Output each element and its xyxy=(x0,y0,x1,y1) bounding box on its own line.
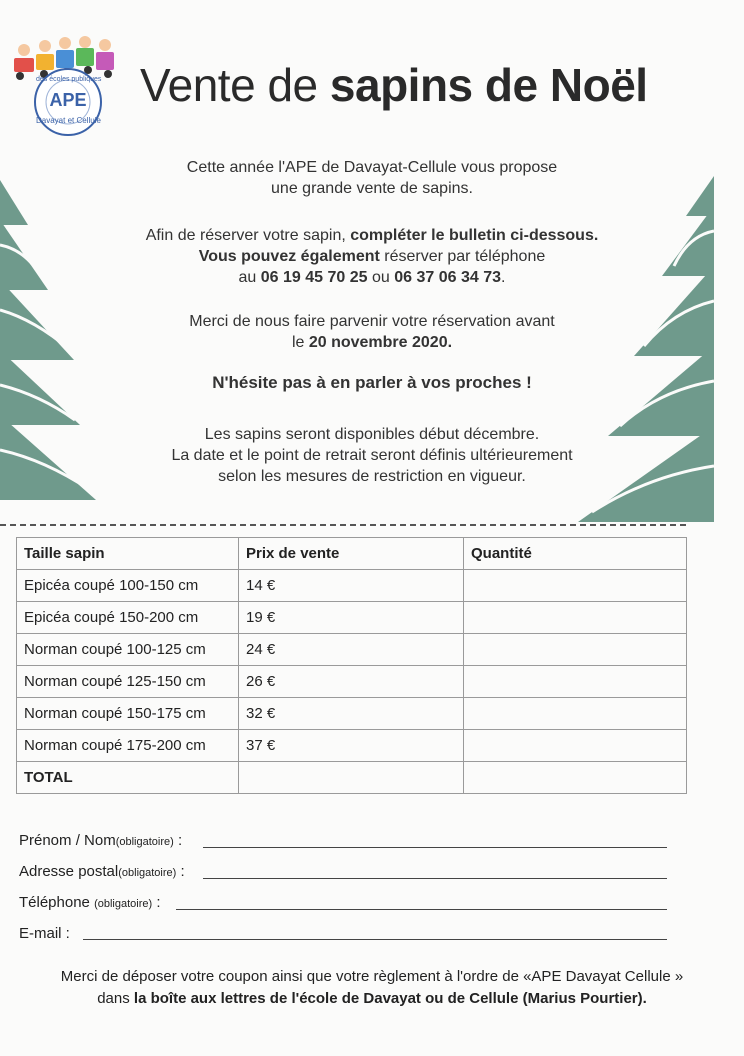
cell-size: Norman coupé 175-200 cm xyxy=(17,730,239,762)
name-input-line[interactable] xyxy=(203,847,667,848)
email-field-label xyxy=(19,925,70,942)
table-row xyxy=(17,730,687,762)
email-input-line[interactable] xyxy=(83,939,667,940)
field-label-text: Adresse postal xyxy=(19,863,119,880)
table-row xyxy=(17,570,687,602)
phone-number-2: 06 37 06 34 73 xyxy=(394,269,501,286)
intro-paragraph-1 xyxy=(0,157,744,199)
cell-size: Norman coupé 100-125 cm xyxy=(17,634,239,666)
intro-paragraph-3 xyxy=(0,311,744,353)
table-header-row xyxy=(17,538,687,570)
field-colon: : xyxy=(176,863,185,880)
field-colon: : xyxy=(173,832,183,849)
cut-line xyxy=(0,524,686,526)
address-field-label xyxy=(19,863,185,880)
cell-price: 26 € xyxy=(239,666,464,698)
footer-instructions xyxy=(0,966,744,1010)
intro-paragraph-4 xyxy=(0,372,744,393)
field-colon: : xyxy=(152,894,161,911)
field-note: (obligatoire) xyxy=(115,836,174,848)
page-title xyxy=(140,58,648,112)
price-table xyxy=(16,537,687,794)
intro-bold: Vous pouvez également xyxy=(198,248,380,265)
cell-price: 24 € xyxy=(239,634,464,666)
intro-line xyxy=(0,246,744,267)
cell-total-label xyxy=(17,762,239,794)
intro-bold: compléter le bulletin ci-dessous. xyxy=(350,227,599,244)
cell-quantity[interactable] xyxy=(464,634,687,666)
field-note: (obligatoire) xyxy=(118,867,177,879)
address-input-line[interactable] xyxy=(203,878,667,879)
name-field-label xyxy=(19,832,182,849)
cell-price: 37 € xyxy=(239,730,464,762)
table-row xyxy=(17,666,687,698)
cell-total-price[interactable] xyxy=(239,762,464,794)
header-size: Taille sapin xyxy=(17,538,239,570)
field-label-text: E-mail : xyxy=(19,925,70,942)
footer-line xyxy=(0,988,744,1010)
intro-text: le xyxy=(291,334,309,351)
cell-price: 14 € xyxy=(239,570,464,602)
intro-text: . xyxy=(501,269,506,286)
footer-line: Merci de déposer votre coupon ainsi que votre règlement à l'ordre de «APE Davayat Cellule » xyxy=(60,968,684,985)
cell-size: Epicéa coupé 150-200 cm xyxy=(17,602,239,634)
logo-ring-top: des écoles publiques xyxy=(36,76,102,83)
phone-field-label xyxy=(19,894,161,911)
table-row xyxy=(17,698,687,730)
cell-price: 32 € xyxy=(239,698,464,730)
footer-bold: la boîte aux lettres de l'école de Davayat ou de Cellule (Marius Pourtier). xyxy=(133,990,647,1007)
table-total-row xyxy=(17,762,687,794)
intro-paragraph-2 xyxy=(0,225,744,288)
intro-line xyxy=(0,225,744,246)
cell-size: Norman coupé 125-150 cm xyxy=(17,666,239,698)
header-price: Prix de vente xyxy=(239,538,464,570)
table-row xyxy=(17,602,687,634)
intro-text: réserver par téléphone xyxy=(379,248,546,265)
intro-line: Cette année l'APE de Davayat-Cellule vous propose xyxy=(186,159,558,176)
intro-text: Afin de réserver votre sapin, xyxy=(145,227,351,244)
intro-line: La date et le point de retrait seront définis ultérieurement xyxy=(171,447,573,464)
intro-bold: N'hésite pas à en parler à vos proches ! xyxy=(212,373,532,392)
cell-size: Epicéa coupé 100-150 cm xyxy=(17,570,239,602)
cell-quantity[interactable] xyxy=(464,570,687,602)
footer-text: dans xyxy=(97,990,134,1007)
field-label-text: Téléphone xyxy=(19,894,95,911)
ape-logo xyxy=(8,36,128,138)
phone-number-1: 06 19 45 70 25 xyxy=(260,269,368,286)
title-bold: sapins de Noël xyxy=(329,59,648,111)
cell-total-quantity[interactable] xyxy=(464,762,687,794)
cell-quantity[interactable] xyxy=(464,602,687,634)
intro-line xyxy=(0,332,744,353)
cell-quantity[interactable] xyxy=(464,730,687,762)
cell-quantity[interactable] xyxy=(464,666,687,698)
total-label: TOTAL xyxy=(24,769,73,786)
intro-line: selon les mesures de restriction en vigueur. xyxy=(218,468,526,485)
intro-paragraph-5 xyxy=(0,424,744,487)
cell-quantity[interactable] xyxy=(464,698,687,730)
intro-line xyxy=(0,267,744,288)
title-start: Vente de xyxy=(140,59,330,111)
cell-price: 19 € xyxy=(239,602,464,634)
cell-size: Norman coupé 150-175 cm xyxy=(17,698,239,730)
phone-input-line[interactable] xyxy=(176,909,667,910)
intro-text: au xyxy=(238,269,261,286)
intro-text: ou xyxy=(367,269,395,286)
field-note: (obligatoire) xyxy=(94,898,153,910)
intro-line: Merci de nous faire parvenir votre réservation avant xyxy=(189,313,555,330)
intro-line xyxy=(0,372,744,393)
intro-line: une grande vente de sapins. xyxy=(271,180,473,197)
table-row xyxy=(17,634,687,666)
deadline-date: 20 novembre 2020. xyxy=(308,334,453,351)
header-quantity: Quantité xyxy=(464,538,687,570)
logo-initials: APE xyxy=(49,90,87,110)
logo-ring-bottom: Davayat et Cellule xyxy=(36,116,101,125)
field-label-text: Prénom / Nom xyxy=(19,832,116,849)
intro-line: Les sapins seront disponibles début décembre. xyxy=(204,426,540,443)
